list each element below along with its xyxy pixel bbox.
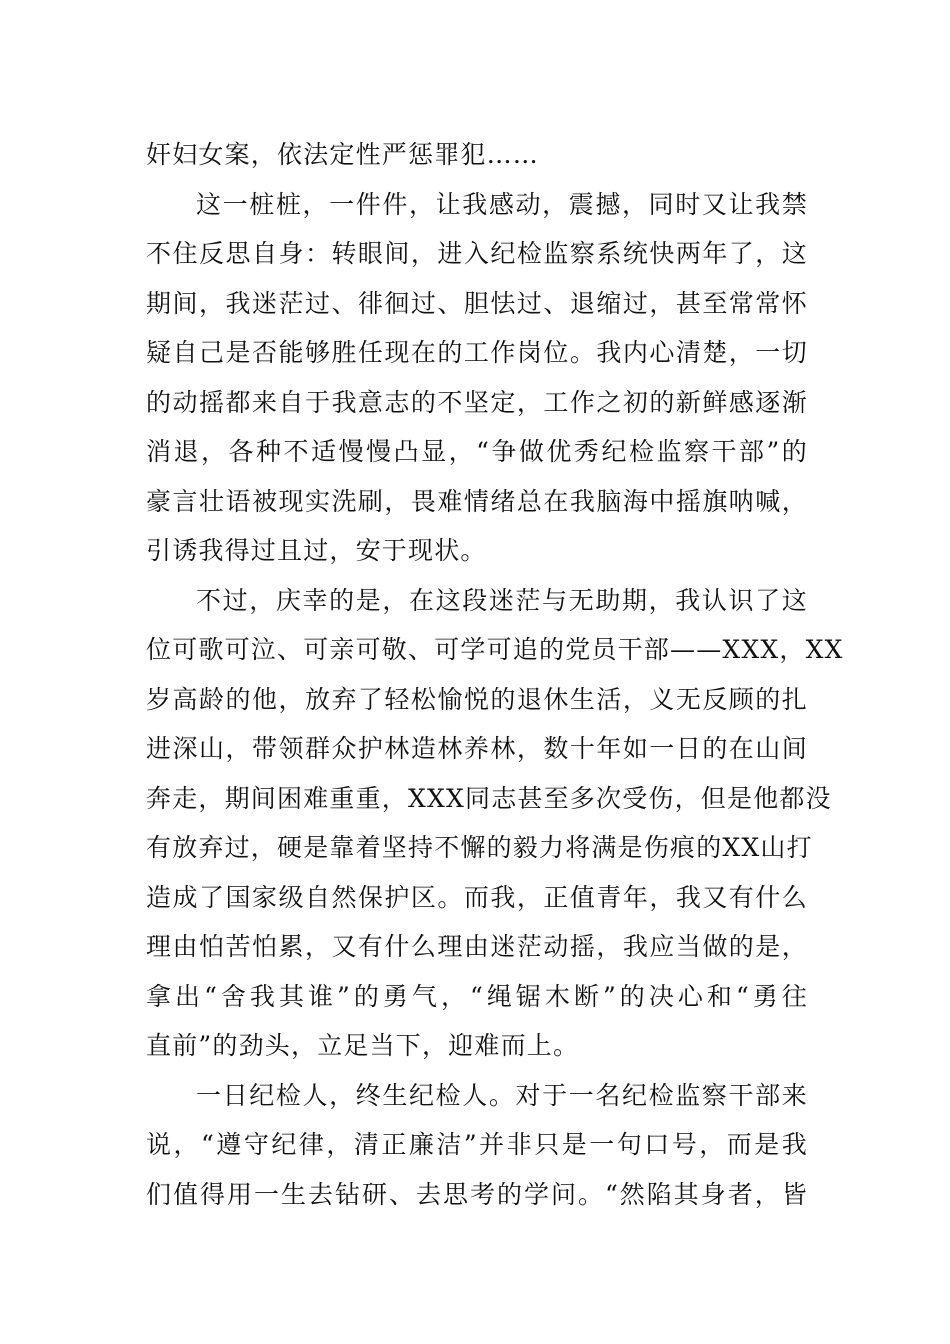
text-line: 奸妇女案，依法定性严惩罪犯…… [146, 140, 540, 169]
text-line: 位可歌可泣、可亲可敬、可学可追的党员干部——XXX，XX [146, 635, 844, 664]
body-text [146, 130, 844, 1219]
text-line: 岁高龄的他，放弃了轻松愉悦的退休生活，义无反顾的扎 [146, 684, 808, 714]
text-line: 豪言壮语被现实洗刷，畏难情绪总在我脑海中摇旗呐喊， [146, 486, 808, 516]
text-line: 理由怕苦怕累，又有什么理由迷茫动摇，我应当做的是， [146, 932, 808, 961]
text-line: 的动摇都来自于我意志的不坚定，工作之初的新鲜感逐渐 [146, 387, 808, 417]
text-line: 消退，各种不适慢慢凸显，“争做优秀纪检监察干部”的 [146, 437, 808, 466]
paragraph-first-line: 不过，庆幸的是，在这段迷茫与无助期，我认识了这 [196, 585, 808, 615]
text-line: 们值得用一生去钻研、去思考的学问。“然陷其身者，皆 [146, 1179, 808, 1209]
text-line: 期间，我迷茫过、徘徊过、胆怯过、退缩过，甚至常常怀 [146, 288, 808, 318]
text-line: 说，“遵守纪律，清正廉洁”并非只是一句口号，而是我 [146, 1130, 808, 1159]
text-line: 有放弃过，硬是靠着坚持不懈的毅力将满是伤痕的XX山打 [146, 833, 813, 862]
text-line: 引诱我得过且过，安于现状。 [146, 536, 487, 565]
text-line: 疑自己是否能够胜任现在的工作岗位。我内心清楚，一切 [146, 338, 808, 367]
text-line: 造成了国家级自然保护区。而我，正值青年，我又有什么 [146, 882, 808, 912]
text-line: 进深山，带领群众护林造林养林，数十年如一日的在山间 [146, 734, 808, 763]
text-line: 直前”的劲头，立足当下，迎难而上。 [146, 1031, 580, 1060]
text-line: 拿出“舍我其谁”的勇气，“绳锯木断”的决心和“勇往 [146, 981, 808, 1011]
text-line: 不住反思自身：转眼间，进入纪检监察系统快两年了，这 [146, 239, 808, 268]
text-line: 奔走，期间困难重重，XXX同志甚至多次受伤，但是他都没 [146, 783, 832, 813]
paragraph-first-line: 这一桩桩，一件件，让我感动，震撼，同时又让我禁 [196, 189, 808, 219]
paragraph-first-line: 一日纪检人，终生纪检人。对于一名纪检监察干部来 [196, 1080, 808, 1110]
